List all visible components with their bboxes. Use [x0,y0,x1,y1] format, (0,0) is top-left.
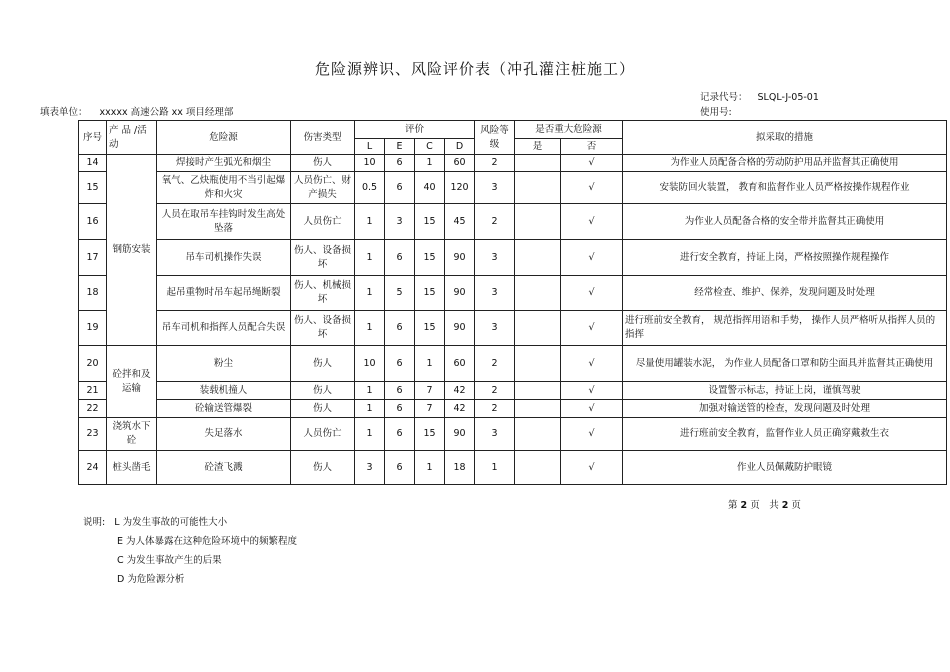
c-value: 7 [415,400,445,418]
measure-cell: 经常检查、维护、保养，发现问题及时处理 [623,276,947,311]
hazard-cell: 氧气、乙炔瓶使用不当引起爆炸和火灾 [157,172,291,204]
row-number: 17 [79,240,107,276]
row-number: 14 [79,155,107,172]
hazard-cell: 砼输送管爆裂 [157,400,291,418]
d-value: 90 [445,311,475,346]
table-row [79,311,947,346]
hazard-cell: 吊车司机操作失误 [157,240,291,276]
note-line: C 为发生事故产生的后果 [117,555,222,566]
row-number: 23 [79,418,107,451]
document-title: 危险源辨识、风险评价表（冲孔灌注桩施工） [314,60,635,78]
measure-cell: 尽量使用罐装水泥， 为作业人员配备口罩和防尘面具并监督其正确使用 [623,346,947,382]
hazard-cell: 吊车司机和指挥人员配合失误 [157,311,291,346]
fill-unit-line [40,104,233,118]
header-risk-level: 风险等级 [475,121,515,155]
c-value: 15 [415,204,445,240]
d-value: 90 [445,418,475,451]
header-measures: 拟采取的措施 [623,121,947,155]
risk-assessment-table [78,120,947,485]
l-value: 1 [355,276,385,311]
major-yes [515,204,561,240]
hazard-cell: 装载机撞人 [157,382,291,400]
d-value: 18 [445,451,475,485]
major-no: √ [561,240,623,276]
note-line: D 为危险源分析 [117,574,185,585]
measure-cell: 设置警示标志，持证上岗，谨慎驾驶 [623,382,947,400]
measure-cell: 进行班前安全教育，监督作业人员正确穿戴救生衣 [623,418,947,451]
d-value: 90 [445,276,475,311]
activity-cell: 砼拌和及运输 [107,346,157,418]
hazard-cell: 人员在取吊车挂钩时发生高处坠落 [157,204,291,240]
measure-cell: 安装防回火装置， 教育和监督作业人员严格按操作规程作业 [623,172,947,204]
measure-cell: 进行安全教育，持证上岗，严格按照操作规程操作 [623,240,947,276]
harm-cell: 伤人 [291,451,355,485]
record-code-line [700,89,819,103]
header-evaluation: 评价 [355,121,475,139]
major-yes [515,451,561,485]
c-value: 40 [415,172,445,204]
row-number: 16 [79,204,107,240]
risk-level: 2 [475,346,515,382]
header-c: C [415,139,445,155]
risk-level: 2 [475,204,515,240]
row-number: 22 [79,400,107,418]
page-current: 2 [740,500,748,511]
risk-level: 2 [475,400,515,418]
header-no: 否 [561,139,623,155]
risk-level: 1 [475,451,515,485]
c-value: 15 [415,311,445,346]
l-value: 1 [355,382,385,400]
harm-cell: 伤人 [291,382,355,400]
table-row [79,400,947,418]
table-row [79,451,947,485]
header-row-1 [79,121,947,139]
major-yes [515,276,561,311]
header-major-hazard: 是否重大危险源 [515,121,623,139]
major-no: √ [561,400,623,418]
header-activity: 产 品 /活动 [107,121,157,155]
note-line: E 为人体暴露在这种危险环境中的频繁程度 [117,536,298,547]
page-mid: 页 共 [750,500,779,511]
table-row [79,240,947,276]
measure-cell: 为作业人员配备合格的劳动防护用品并监督其正确使用 [623,155,947,172]
major-yes [515,346,561,382]
major-yes [515,240,561,276]
l-value: 1 [355,311,385,346]
major-yes [515,418,561,451]
e-value: 6 [385,311,415,346]
table-row [79,172,947,204]
hazard-cell: 粉尘 [157,346,291,382]
table-row [79,204,947,240]
header-harm-type: 伤害类型 [291,121,355,155]
e-value: 6 [385,172,415,204]
risk-level: 3 [475,276,515,311]
measure-cell: 进行班前安全教育， 规范指挥用语和手势， 操作人员严格听从指挥人员的指挥 [623,311,947,346]
table-row [79,418,947,451]
user-number-label: 使用号: [700,107,732,118]
major-no: √ [561,311,623,346]
page-suffix: 页 [791,500,801,511]
page-total: 2 [781,500,789,511]
e-value: 6 [385,155,415,172]
major-no: √ [561,418,623,451]
table-row [79,382,947,400]
fill-unit-label: 填表单位： [40,107,88,118]
table-row [79,276,947,311]
major-no: √ [561,382,623,400]
l-value: 1 [355,204,385,240]
major-no: √ [561,451,623,485]
measure-cell: 为作业人员配备合格的安全带并监督其正确使用 [623,204,947,240]
notes-section [83,513,297,589]
row-number: 18 [79,276,107,311]
header-yes: 是 [515,139,561,155]
hazard-cell: 焊接时产生弧光和烟尘 [157,155,291,172]
harm-cell: 伤人 [291,155,355,172]
d-value: 45 [445,204,475,240]
risk-level: 2 [475,382,515,400]
major-yes [515,311,561,346]
l-value: 0.5 [355,172,385,204]
c-value: 1 [415,346,445,382]
e-value: 6 [385,382,415,400]
measure-cell: 加强对输送管的检查，发现问题及时处理 [623,400,947,418]
header-seq: 序号 [79,121,107,155]
page-number [728,497,801,511]
l-value: 1 [355,400,385,418]
c-value: 15 [415,240,445,276]
harm-cell: 人员伤亡、财产损失 [291,172,355,204]
c-value: 1 [415,155,445,172]
header-d: D [445,139,475,155]
c-value: 15 [415,276,445,311]
header-e: E [385,139,415,155]
harm-cell: 人员伤亡 [291,418,355,451]
c-value: 15 [415,418,445,451]
l-value: 1 [355,240,385,276]
row-number: 21 [79,382,107,400]
major-no: √ [561,172,623,204]
major-yes [515,172,561,204]
harm-cell: 伤人、设备损坏 [291,240,355,276]
major-no: √ [561,204,623,240]
l-value: 1 [355,418,385,451]
record-code-label: 记录代号： [700,92,748,103]
e-value: 6 [385,400,415,418]
e-value: 6 [385,418,415,451]
d-value: 120 [445,172,475,204]
hazard-cell: 砼渣飞溅 [157,451,291,485]
risk-level: 3 [475,172,515,204]
d-value: 90 [445,240,475,276]
major-no: √ [561,346,623,382]
e-value: 5 [385,276,415,311]
major-yes [515,155,561,172]
row-number: 15 [79,172,107,204]
measure-cell: 作业人员佩戴防护眼镜 [623,451,947,485]
l-value: 3 [355,451,385,485]
d-value: 60 [445,155,475,172]
e-value: 6 [385,240,415,276]
d-value: 60 [445,346,475,382]
record-code-value: SLQL-J-05-01 [757,92,819,103]
activity-cell: 浇筑水下砼 [107,418,157,451]
hazard-cell: 失足落水 [157,418,291,451]
risk-level: 2 [475,155,515,172]
table-row [79,346,947,382]
l-value: 10 [355,155,385,172]
risk-level: 3 [475,240,515,276]
harm-cell: 人员伤亡 [291,204,355,240]
header-l: L [355,139,385,155]
e-value: 6 [385,451,415,485]
c-value: 7 [415,382,445,400]
e-value: 6 [385,346,415,382]
c-value: 1 [415,451,445,485]
notes-label: 说明: [83,517,106,528]
l-value: 10 [355,346,385,382]
harm-cell: 伤人 [291,400,355,418]
risk-level: 3 [475,311,515,346]
activity-cell: 钢筋安装 [107,155,157,346]
major-no: √ [561,155,623,172]
e-value: 3 [385,204,415,240]
d-value: 42 [445,400,475,418]
major-yes [515,400,561,418]
activity-cell: 桩头凿毛 [107,451,157,485]
row-number: 24 [79,451,107,485]
hazard-cell: 起吊重物时吊车起吊绳断裂 [157,276,291,311]
harm-cell: 伤人、设备损坏 [291,311,355,346]
fill-unit-value: xxxxx 高速公路 xx 项目经理部 [99,107,234,118]
page-prefix: 第 [728,500,738,511]
table-row [79,155,947,172]
header-hazard: 危险源 [157,121,291,155]
row-number: 20 [79,346,107,382]
harm-cell: 伤人 [291,346,355,382]
note-line: L 为发生事故的可能性大小 [114,517,228,528]
harm-cell: 伤人、机械损坏 [291,276,355,311]
risk-level: 3 [475,418,515,451]
major-yes [515,382,561,400]
major-no: √ [561,276,623,311]
row-number: 19 [79,311,107,346]
d-value: 42 [445,382,475,400]
